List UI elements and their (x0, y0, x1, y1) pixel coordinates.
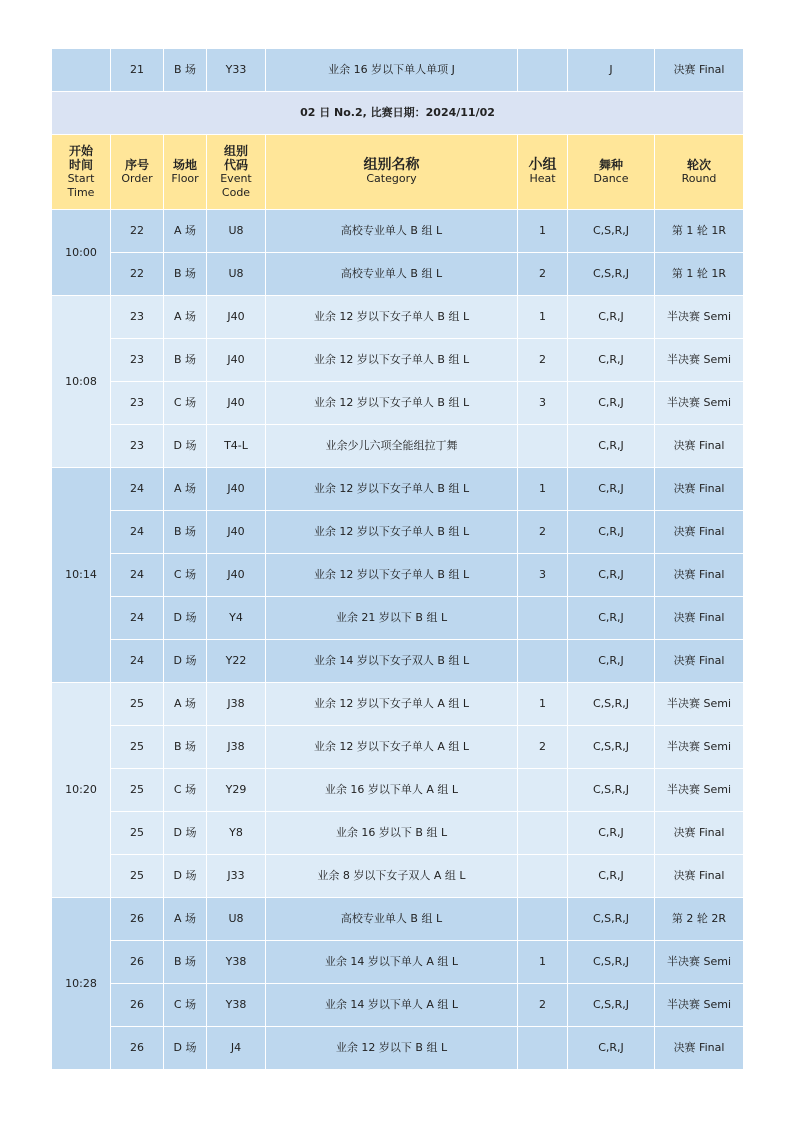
heat-cell: 3 (518, 554, 568, 597)
dance-cell: C,S,R,J (568, 726, 655, 769)
header-heat (518, 135, 568, 210)
start-time-cell: 10:20 (52, 683, 111, 898)
dance-cell: C,R,J (568, 554, 655, 597)
heat-cell (518, 425, 568, 468)
round-cell: 决赛 Final (655, 597, 744, 640)
round-cell: 决赛 Final (655, 468, 744, 511)
date-banner: 02 日 No.2, 比赛日期：2024/11/02 (52, 92, 744, 135)
order-cell: 26 (111, 984, 164, 1027)
order-cell: 22 (111, 210, 164, 253)
heat-cell: 1 (518, 210, 568, 253)
floor-cell: C 场 (164, 769, 207, 812)
header-cn: 小组 (528, 157, 557, 173)
round-cell: 半决赛 Semi (655, 382, 744, 425)
event-code-cell: J40 (207, 296, 266, 339)
event-code-cell: Y22 (207, 640, 266, 683)
dance-cell: C,S,R,J (568, 253, 655, 296)
order-cell: 24 (111, 640, 164, 683)
schedule-row (52, 597, 744, 640)
floor-cell: D 场 (164, 1027, 207, 1070)
event-code-cell: J40 (207, 554, 266, 597)
schedule-row (52, 898, 744, 941)
dance-cell: C,R,J (568, 425, 655, 468)
schedule-row (52, 511, 744, 554)
floor-cell: B 场 (164, 511, 207, 554)
round-cell: 决赛 Final (655, 511, 744, 554)
floor-cell: A 场 (164, 898, 207, 941)
floor-cell: D 场 (164, 425, 207, 468)
schedule-table (51, 48, 744, 1070)
start-time-cell: 10:08 (52, 296, 111, 468)
category-cell: 业余 12 岁以下 B 组 L (266, 1027, 518, 1070)
category-cell: 业余 21 岁以下 B 组 L (266, 597, 518, 640)
round-cell: 半决赛 Semi (655, 769, 744, 812)
order-cell: 24 (111, 468, 164, 511)
start-time-cell: 10:00 (52, 210, 111, 296)
heat-cell (518, 769, 568, 812)
heat-cell: 2 (518, 339, 568, 382)
heat-cell (518, 640, 568, 683)
heat-cell: 3 (518, 382, 568, 425)
order-cell: 26 (111, 898, 164, 941)
category-cell: 业余 14 岁以下单人 A 组 L (266, 941, 518, 984)
schedule-row (52, 253, 744, 296)
dance-cell: C,S,R,J (568, 683, 655, 726)
event-code-cell: Y38 (207, 941, 266, 984)
category-cell: 业余 12 岁以下女子单人 B 组 L (266, 382, 518, 425)
order-cell: 23 (111, 382, 164, 425)
floor-cell: A 场 (164, 683, 207, 726)
floor-cell: B 场 (164, 726, 207, 769)
event-code-cell: U8 (207, 253, 266, 296)
event-code-cell: J38 (207, 726, 266, 769)
order-cell: 25 (111, 812, 164, 855)
category-cell: 业余 16 岁以下单人单项 J (266, 49, 518, 92)
header-cn: 场地 (172, 158, 197, 172)
event-code-cell: Y29 (207, 769, 266, 812)
header-order (111, 135, 164, 210)
heat-cell (518, 855, 568, 898)
header-cn: 开始 时间 (68, 144, 93, 172)
heat-cell: 1 (518, 296, 568, 339)
header-en: Event Code (220, 172, 252, 199)
floor-cell: C 场 (164, 984, 207, 1027)
header-cn: 序号 (124, 158, 149, 172)
category-cell: 业余 12 岁以下女子单人 B 组 L (266, 296, 518, 339)
order-cell: 25 (111, 683, 164, 726)
category-cell: 高校专业单人 B 组 L (266, 898, 518, 941)
schedule-row (52, 769, 744, 812)
header-en: Dance (593, 172, 629, 185)
category-cell: 业余 12 岁以下女子单人 B 组 L (266, 339, 518, 382)
event-code-cell: J38 (207, 683, 266, 726)
header-en: Round (681, 172, 717, 185)
header-start-time (52, 135, 111, 210)
schedule-row (52, 382, 744, 425)
header-round (655, 135, 744, 210)
dance-cell: C,R,J (568, 1027, 655, 1070)
dance-cell: C,R,J (568, 812, 655, 855)
dance-cell: C,S,R,J (568, 984, 655, 1027)
heat-cell: 2 (518, 984, 568, 1027)
category-cell: 业余 12 岁以下女子单人 B 组 L (266, 554, 518, 597)
order-cell: 21 (111, 49, 164, 92)
header-row (52, 135, 744, 210)
start-time-cell: 10:14 (52, 468, 111, 683)
event-code-cell: J40 (207, 382, 266, 425)
floor-cell: A 场 (164, 210, 207, 253)
category-cell: 业余 12 岁以下女子单人 A 组 L (266, 683, 518, 726)
round-cell: 半决赛 Semi (655, 683, 744, 726)
order-cell: 25 (111, 769, 164, 812)
category-cell: 业余少儿六项全能组拉丁舞 (266, 425, 518, 468)
category-cell: 业余 16 岁以下单人 A 组 L (266, 769, 518, 812)
heat-cell (518, 49, 568, 92)
event-code-cell: J40 (207, 468, 266, 511)
order-cell: 25 (111, 726, 164, 769)
header-en: Category (366, 172, 417, 185)
header-cn: 舞种 (598, 158, 623, 172)
dance-cell: C,R,J (568, 339, 655, 382)
heat-cell: 2 (518, 511, 568, 554)
heat-cell: 2 (518, 253, 568, 296)
round-cell: 决赛 Final (655, 425, 744, 468)
dance-cell: C,R,J (568, 511, 655, 554)
dance-cell: C,S,R,J (568, 941, 655, 984)
order-cell: 24 (111, 554, 164, 597)
schedule-row (52, 339, 744, 382)
category-cell: 业余 14 岁以下女子双人 B 组 L (266, 640, 518, 683)
floor-cell: B 场 (164, 339, 207, 382)
header-en: Start Time (67, 172, 95, 199)
header-floor (164, 135, 207, 210)
schedule-row (52, 1027, 744, 1070)
date-banner-row (52, 92, 744, 135)
schedule-row (52, 683, 744, 726)
floor-cell: A 场 (164, 468, 207, 511)
order-cell: 24 (111, 511, 164, 554)
round-cell: 第 1 轮 1R (655, 210, 744, 253)
dance-cell: C,S,R,J (568, 769, 655, 812)
heat-cell (518, 1027, 568, 1070)
order-cell: 23 (111, 425, 164, 468)
order-cell: 26 (111, 941, 164, 984)
round-cell: 决赛 Final (655, 812, 744, 855)
header-cn: 轮次 (686, 158, 711, 172)
floor-cell: B 场 (164, 253, 207, 296)
event-code-cell: U8 (207, 210, 266, 253)
order-cell: 25 (111, 855, 164, 898)
heat-cell: 1 (518, 468, 568, 511)
event-code-cell: J4 (207, 1027, 266, 1070)
round-cell: 第 2 轮 2R (655, 898, 744, 941)
category-cell: 业余 12 岁以下女子单人 A 组 L (266, 726, 518, 769)
heat-cell (518, 898, 568, 941)
heat-cell (518, 597, 568, 640)
order-cell: 26 (111, 1027, 164, 1070)
category-cell: 高校专业单人 B 组 L (266, 210, 518, 253)
schedule-row (52, 726, 744, 769)
schedule-row (52, 640, 744, 683)
event-code-cell: T4-L (207, 425, 266, 468)
event-code-cell: Y33 (207, 49, 266, 92)
floor-cell: D 场 (164, 855, 207, 898)
order-cell: 24 (111, 597, 164, 640)
order-cell: 23 (111, 296, 164, 339)
header-en: Order (121, 172, 153, 185)
event-code-cell: J33 (207, 855, 266, 898)
dance-cell: C,R,J (568, 597, 655, 640)
round-cell: 半决赛 Semi (655, 339, 744, 382)
heat-cell: 1 (518, 941, 568, 984)
dance-cell: C,S,R,J (568, 210, 655, 253)
round-cell: 半决赛 Semi (655, 941, 744, 984)
schedule-row (52, 812, 744, 855)
category-cell: 高校专业单人 B 组 L (266, 253, 518, 296)
heat-cell: 1 (518, 683, 568, 726)
time-cell-empty (52, 49, 111, 92)
round-cell: 决赛 Final (655, 554, 744, 597)
order-cell: 22 (111, 253, 164, 296)
floor-cell: D 场 (164, 812, 207, 855)
header-category (266, 135, 518, 210)
dance-cell: C,R,J (568, 468, 655, 511)
dance-cell: C,R,J (568, 640, 655, 683)
category-cell: 业余 8 岁以下女子双人 A 组 L (266, 855, 518, 898)
event-code-cell: J40 (207, 511, 266, 554)
schedule-row (52, 941, 744, 984)
event-code-cell: Y38 (207, 984, 266, 1027)
order-cell: 23 (111, 339, 164, 382)
round-cell: 决赛 Final (655, 1027, 744, 1070)
round-cell: 第 1 轮 1R (655, 253, 744, 296)
heat-cell (518, 812, 568, 855)
round-cell: 半决赛 Semi (655, 984, 744, 1027)
dance-cell: C,S,R,J (568, 898, 655, 941)
round-cell: 决赛 Final (655, 640, 744, 683)
floor-cell: B 场 (164, 941, 207, 984)
floor-cell: C 场 (164, 554, 207, 597)
header-en: Heat (529, 172, 556, 185)
event-code-cell: Y4 (207, 597, 266, 640)
round-cell: 半决赛 Semi (655, 726, 744, 769)
category-cell: 业余 12 岁以下女子单人 B 组 L (266, 511, 518, 554)
schedule-row (52, 425, 744, 468)
header-en: Floor (171, 172, 199, 185)
schedule-row (52, 855, 744, 898)
floor-cell: D 场 (164, 597, 207, 640)
dance-cell: J (568, 49, 655, 92)
floor-cell: C 场 (164, 382, 207, 425)
schedule-row (52, 296, 744, 339)
floor-cell: B 场 (164, 49, 207, 92)
round-cell: 半决赛 Semi (655, 296, 744, 339)
schedule-row-top (52, 49, 744, 92)
round-cell: 决赛 Final (655, 49, 744, 92)
header-cn: 组别 代码 (223, 144, 248, 172)
floor-cell: D 场 (164, 640, 207, 683)
category-cell: 业余 12 岁以下女子单人 B 组 L (266, 468, 518, 511)
event-code-cell: U8 (207, 898, 266, 941)
dance-cell: C,R,J (568, 382, 655, 425)
schedule-row (52, 554, 744, 597)
dance-cell: C,R,J (568, 296, 655, 339)
schedule-row (52, 468, 744, 511)
header-dance (568, 135, 655, 210)
schedule-row (52, 984, 744, 1027)
event-code-cell: J40 (207, 339, 266, 382)
dance-cell: C,R,J (568, 855, 655, 898)
category-cell: 业余 16 岁以下 B 组 L (266, 812, 518, 855)
start-time-cell: 10:28 (52, 898, 111, 1070)
category-cell: 业余 14 岁以下单人 A 组 L (266, 984, 518, 1027)
heat-cell: 2 (518, 726, 568, 769)
event-code-cell: Y8 (207, 812, 266, 855)
schedule-row (52, 210, 744, 253)
header-event-code (207, 135, 266, 210)
header-cn: 组别名称 (363, 157, 420, 173)
floor-cell: A 场 (164, 296, 207, 339)
round-cell: 决赛 Final (655, 855, 744, 898)
